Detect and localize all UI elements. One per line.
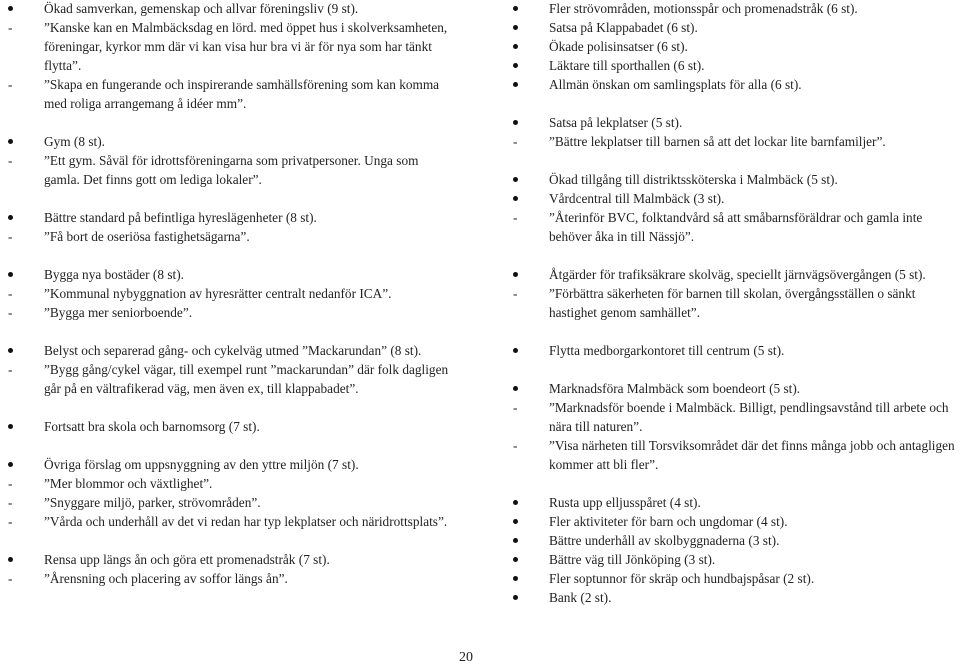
item-text: Bygga nya bostäder (8 st).	[44, 267, 184, 282]
bullet-item	[8, 265, 452, 284]
item-text: Rusta upp elljusspåret (4 st).	[549, 495, 701, 510]
bullet-item	[513, 37, 960, 56]
item-text: Fler strövområden, motionsspår och promenadstråk (6 st).	[549, 1, 858, 16]
quote-item	[8, 227, 452, 246]
item-text: Rensa upp längs ån och göra ett promenadstråk (7 st).	[44, 552, 330, 567]
item-text: Satsa på Klappabadet (6 st).	[549, 20, 698, 35]
section-gap	[8, 189, 452, 208]
bullet-item	[513, 550, 960, 569]
bullet-item	[8, 417, 452, 436]
item-text: Åtgärder för trafiksäkrare skolväg, speciellt järnvägsövergången (5 st).	[549, 267, 926, 282]
item-text: ”Kommunal nybyggnation av hyresrätter centralt nedanför ICA”.	[44, 286, 392, 301]
section-gap	[513, 322, 960, 341]
item-text: ”Återinför BVC, folktandvård så att småbarnsföräldrar och gamla inte behöver åka in till Nässjö”.	[549, 210, 923, 244]
right-column	[513, 0, 960, 607]
bullet-item	[513, 569, 960, 588]
item-text: Belyst och separerad gång- och cykelväg utmed ”Mackarundan” (8 st).	[44, 343, 422, 358]
item-text: Bättre väg till Jönköping (3 st).	[549, 552, 716, 567]
bullet-item	[8, 0, 452, 18]
bullet-item	[513, 189, 960, 208]
bullet-item	[513, 170, 960, 189]
item-text: ”Snyggare miljö, parker, strövområden”.	[44, 495, 261, 510]
item-text: Läktare till sporthallen (6 st).	[549, 58, 705, 73]
item-text: Flytta medborgarkontoret till centrum (5 st).	[549, 343, 785, 358]
item-text: ”Årensning och placering av soffor längs ån”.	[44, 571, 288, 586]
item-text: ”Marknadsför boende i Malmbäck. Billigt, pendlingsavstånd till arbete och nära till naturen”.	[549, 400, 949, 434]
item-text: Bättre underhåll av skolbyggnaderna (3 st).	[549, 533, 780, 548]
section-gap	[513, 246, 960, 265]
item-text: Fler aktiviteter för barn och ungdomar (4 st).	[549, 514, 788, 529]
item-text: ”Skapa en fungerande och inspirerande samhällsförening som kan komma med roliga arrangemang å idéer mm”.	[44, 77, 440, 111]
item-text: ”Bygg gång/cykel vägar, till exempel runt ”mackarundan” där folk dagligen går på en vältrafikerad väg, men även ex, till klappabadet”.	[44, 362, 449, 396]
quote-item	[8, 474, 452, 493]
quote-item	[8, 18, 452, 75]
section-gap	[513, 360, 960, 379]
section-gap	[8, 113, 452, 132]
quote-item	[8, 569, 452, 588]
section-gap	[513, 151, 960, 170]
quote-item	[8, 512, 452, 531]
bullet-item	[513, 341, 960, 360]
quote-item	[8, 75, 452, 113]
bullet-item	[513, 493, 960, 512]
item-text: Fortsatt bra skola och barnomsorg (7 st).	[44, 419, 260, 434]
bullet-item	[513, 113, 960, 132]
item-text: Övriga förslag om uppsnyggning av den yttre miljön (7 st).	[44, 457, 359, 472]
quote-item	[8, 360, 452, 398]
item-text: Satsa på lekplatser (5 st).	[549, 115, 683, 130]
bullet-item	[513, 18, 960, 37]
section-gap	[513, 94, 960, 113]
quote-item	[8, 284, 452, 303]
item-text: Ökad tillgång till distriktssköterska i Malmbäck (5 st).	[549, 172, 838, 187]
item-text: Gym (8 st).	[44, 134, 105, 149]
section-gap	[8, 246, 452, 265]
section-gap	[8, 436, 452, 455]
item-text: ”Mer blommor och växtlighet”.	[44, 476, 213, 491]
item-text: Ökade polisinsatser (6 st).	[549, 39, 688, 54]
bullet-item	[513, 588, 960, 607]
quote-item	[8, 493, 452, 512]
bullet-item	[513, 512, 960, 531]
page-number: 20	[459, 650, 473, 665]
item-text: Vårdcentral till Malmbäck (3 st).	[549, 191, 725, 206]
item-text: Ökad samverkan, gemenskap och allvar föreningsliv (9 st).	[44, 1, 359, 16]
bullet-item	[8, 341, 452, 360]
section-gap	[513, 474, 960, 493]
bullet-item	[513, 56, 960, 75]
quote-item	[513, 284, 960, 322]
bullet-item	[8, 132, 452, 151]
quote-item	[513, 398, 960, 436]
item-text: ”Bättre lekplatser till barnen så att det lockar lite barnfamiljer”.	[549, 134, 886, 149]
bullet-item	[513, 75, 960, 94]
left-column	[8, 0, 452, 588]
bullet-item	[8, 208, 452, 227]
bullet-item	[513, 0, 960, 18]
item-text: ”Förbättra säkerheten för barnen till skolan, övergångsställen o sänkt hastighet genom samhället”.	[549, 286, 916, 320]
item-text: Bättre standard på befintliga hyreslägenheter (8 st).	[44, 210, 317, 225]
bullet-item	[8, 455, 452, 474]
bullet-item	[8, 550, 452, 569]
quote-item	[8, 303, 452, 322]
item-text: ”Bygga mer seniorboende”.	[44, 305, 193, 320]
quote-item	[513, 208, 960, 246]
quote-item	[8, 151, 452, 189]
item-text: Allmän önskan om samlingsplats för alla (6 st).	[549, 77, 802, 92]
bullet-item	[513, 531, 960, 550]
section-gap	[8, 531, 452, 550]
item-text: Bank (2 st).	[549, 590, 612, 605]
quote-item	[513, 132, 960, 151]
item-text: Fler soptunnor för skräp och hundbajspåsar (2 st).	[549, 571, 815, 586]
section-gap	[8, 398, 452, 417]
item-text: ”Få bort de oseriösa fastighetsägarna”.	[44, 229, 250, 244]
item-text: ”Visa närheten till Torsviksområdet där det finns många jobb och antagligen kommer att bli fler”.	[549, 438, 955, 472]
bullet-item	[513, 265, 960, 284]
quote-item	[513, 436, 960, 474]
item-text: ”Vårda och underhåll av det vi redan har typ lekplatser och näridrottsplats”.	[44, 514, 448, 529]
item-text: Marknadsföra Malmbäck som boendeort (5 st).	[549, 381, 801, 396]
item-text: ”Kanske kan en Malmbäcksdag en lörd. med öppet hus i skolverksamheten, föreningar, kyrkor mm där vi kan visa hur bra vi är för nya som har tänkt flytta”.	[44, 20, 448, 73]
bullet-item	[513, 379, 960, 398]
section-gap	[8, 322, 452, 341]
item-text: ”Ett gym. Såväl för idrottsföreningarna som privatpersoner. Unga som gamla. Det finns gott om lediga lokaler”.	[44, 153, 419, 187]
